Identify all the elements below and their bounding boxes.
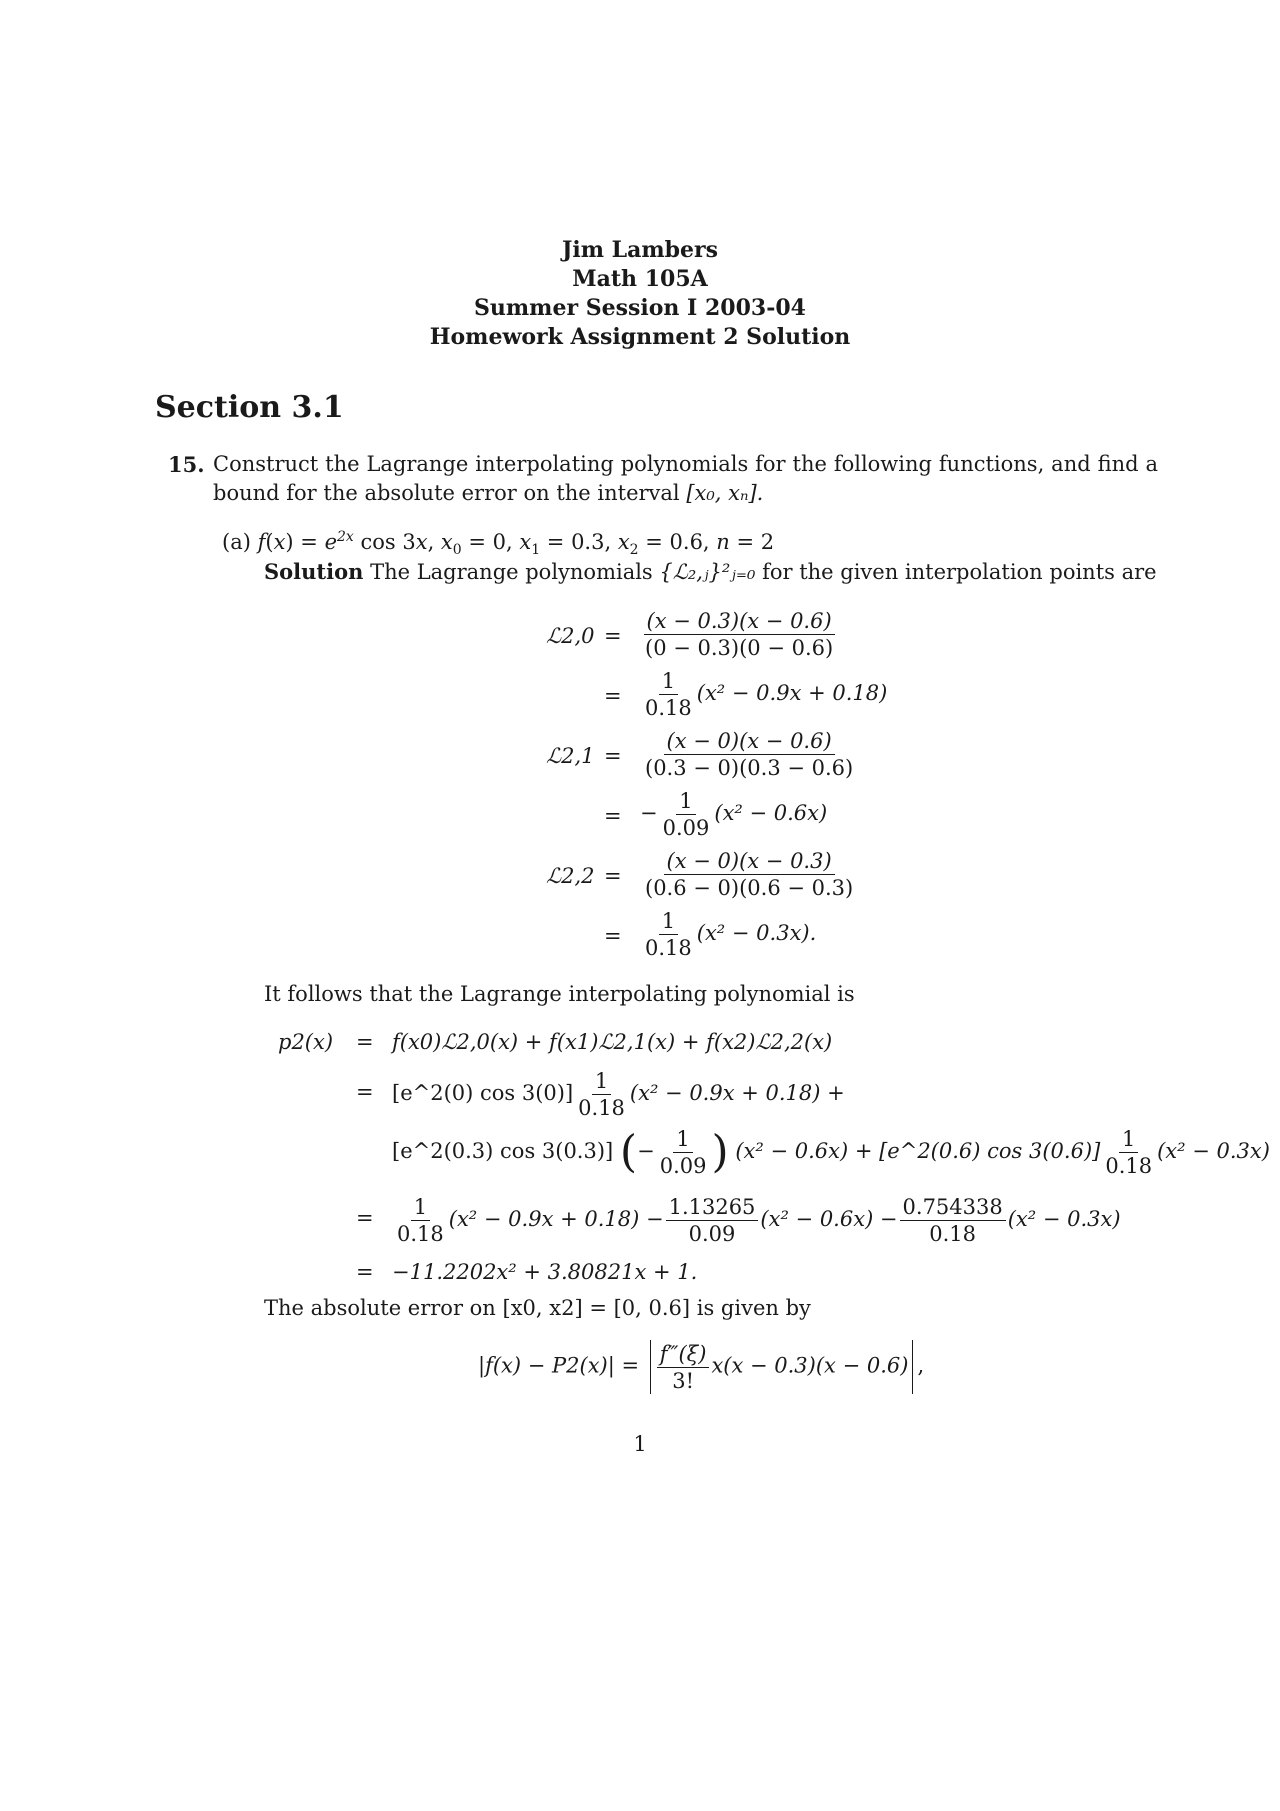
part-a-statement: (a) $f(x) = e^{2x}$ cos 3x, $x_0 = 0$, $x_1 = 0.3$, $x_2 = 0.6$, n = 2 — [222, 529, 775, 559]
assignment-title: Homework Assignment 2 Solution — [429, 324, 851, 350]
follows-text: It follows that the Lagrange interpolating polynomial is — [264, 982, 855, 1006]
solution-intro: Solution The Lagrange polynomials {ℒ₂,ⱼ}²ⱼ₌₀ for the given interpolation points are — [264, 559, 1157, 584]
session: Summer Session I 2003-04 — [474, 295, 806, 321]
abs-error-text: The absolute error on [x0, x2] = [0, 0.6] is given by — [264, 1296, 811, 1320]
problem-15 — [168, 450, 1158, 508]
section-title: Section 3.1 — [155, 390, 344, 425]
error-formula: |f(x) − P2(x)| = $\frac{f‴(\xi)}{3!}$ x(x − 0.3)(x − 0.6) , — [478, 1341, 925, 1393]
problem-text: Construct the Lagrange interpolating polynomials for the following functions, and find a bound for the absolute error on the interval [x₀, xₙ]. — [213, 452, 1158, 505]
page-number: 1 — [633, 1432, 647, 1456]
author: Jim Lambers — [561, 237, 719, 263]
course: Math 105A — [572, 266, 708, 292]
problem-number: 15. — [168, 452, 205, 477]
document-header — [0, 236, 1280, 352]
